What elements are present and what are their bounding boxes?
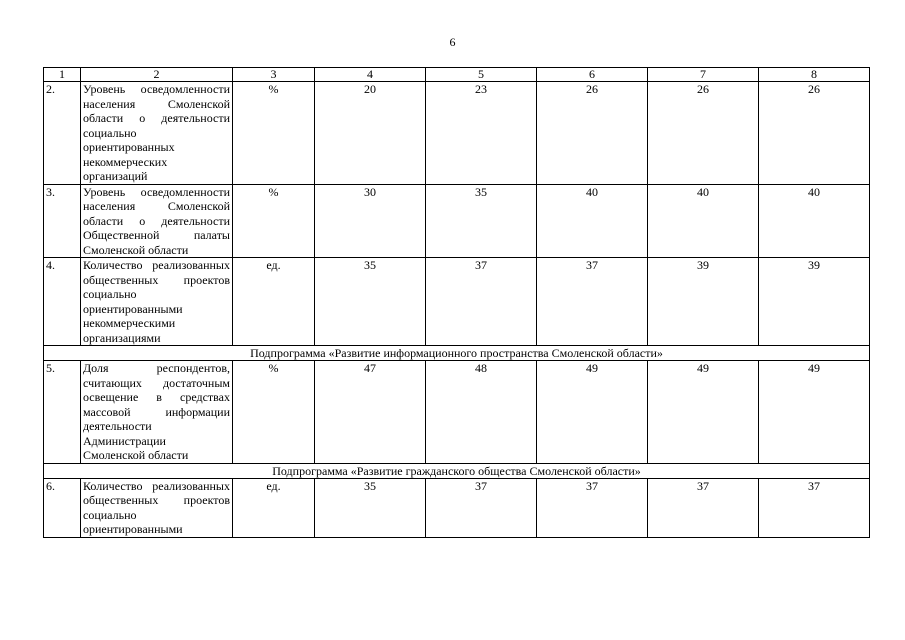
indicator-description: Доля респондентов, считающих достаточным освещение в средствах массовой информации деятельности Администрации Смоленской области xyxy=(81,361,233,464)
value-cell: 35 xyxy=(315,258,426,346)
indicators-table xyxy=(43,67,870,538)
table-row xyxy=(44,258,870,346)
row-number: 6. xyxy=(44,478,81,537)
value-cell: 49 xyxy=(648,361,759,464)
row-number: 4. xyxy=(44,258,81,346)
header-cell: 7 xyxy=(648,68,759,82)
value-cell: 39 xyxy=(648,258,759,346)
table-row xyxy=(44,184,870,258)
value-cell: 37 xyxy=(648,478,759,537)
value-cell: 35 xyxy=(315,478,426,537)
value-cell: 40 xyxy=(537,184,648,258)
value-cell: 37 xyxy=(537,478,648,537)
row-number: 2. xyxy=(44,82,81,185)
indicator-unit: % xyxy=(233,184,315,258)
header-cell: 4 xyxy=(315,68,426,82)
header-cell: 1 xyxy=(44,68,81,82)
value-cell: 48 xyxy=(426,361,537,464)
subprogram-row xyxy=(44,463,870,478)
indicator-description: Количество реализованных общественных проектов социально ориентированными xyxy=(81,478,233,537)
row-number: 3. xyxy=(44,184,81,258)
header-cell: 6 xyxy=(537,68,648,82)
value-cell: 47 xyxy=(315,361,426,464)
subprogram-title: Подпрограмма «Развитие информационного пространства Смоленской области» xyxy=(44,346,870,361)
row-number: 5. xyxy=(44,361,81,464)
value-cell: 37 xyxy=(426,478,537,537)
indicator-unit: ед. xyxy=(233,258,315,346)
header-cell: 3 xyxy=(233,68,315,82)
value-cell: 35 xyxy=(426,184,537,258)
page-number: 6 xyxy=(449,35,456,49)
indicator-description: Уровень осведомленности населения Смоленской области о деятельности социально ориентированных некоммерческих организаций xyxy=(81,82,233,185)
value-cell: 49 xyxy=(537,361,648,464)
value-cell: 23 xyxy=(426,82,537,185)
table-row xyxy=(44,82,870,185)
header-cell: 5 xyxy=(426,68,537,82)
table-header-row xyxy=(44,68,870,82)
subprogram-row xyxy=(44,346,870,361)
value-cell: 20 xyxy=(315,82,426,185)
header-cell: 2 xyxy=(81,68,233,82)
indicator-unit: % xyxy=(233,361,315,464)
indicator-unit: ед. xyxy=(233,478,315,537)
value-cell: 39 xyxy=(759,258,870,346)
value-cell: 26 xyxy=(759,82,870,185)
value-cell: 30 xyxy=(315,184,426,258)
value-cell: 40 xyxy=(648,184,759,258)
value-cell: 37 xyxy=(537,258,648,346)
value-cell: 49 xyxy=(759,361,870,464)
value-cell: 26 xyxy=(537,82,648,185)
indicator-unit: % xyxy=(233,82,315,185)
value-cell: 37 xyxy=(759,478,870,537)
table-row xyxy=(44,361,870,464)
header-cell: 8 xyxy=(759,68,870,82)
table-row xyxy=(44,478,870,537)
subprogram-title: Подпрограмма «Развитие гражданского общества Смоленской области» xyxy=(44,463,870,478)
value-cell: 40 xyxy=(759,184,870,258)
value-cell: 26 xyxy=(648,82,759,185)
indicator-description: Количество реализованных общественных проектов социально ориентированными некоммерческими организациями xyxy=(81,258,233,346)
indicator-description: Уровень осведомленности населения Смоленской области о деятельности Общественной палаты Смоленской области xyxy=(81,184,233,258)
value-cell: 37 xyxy=(426,258,537,346)
